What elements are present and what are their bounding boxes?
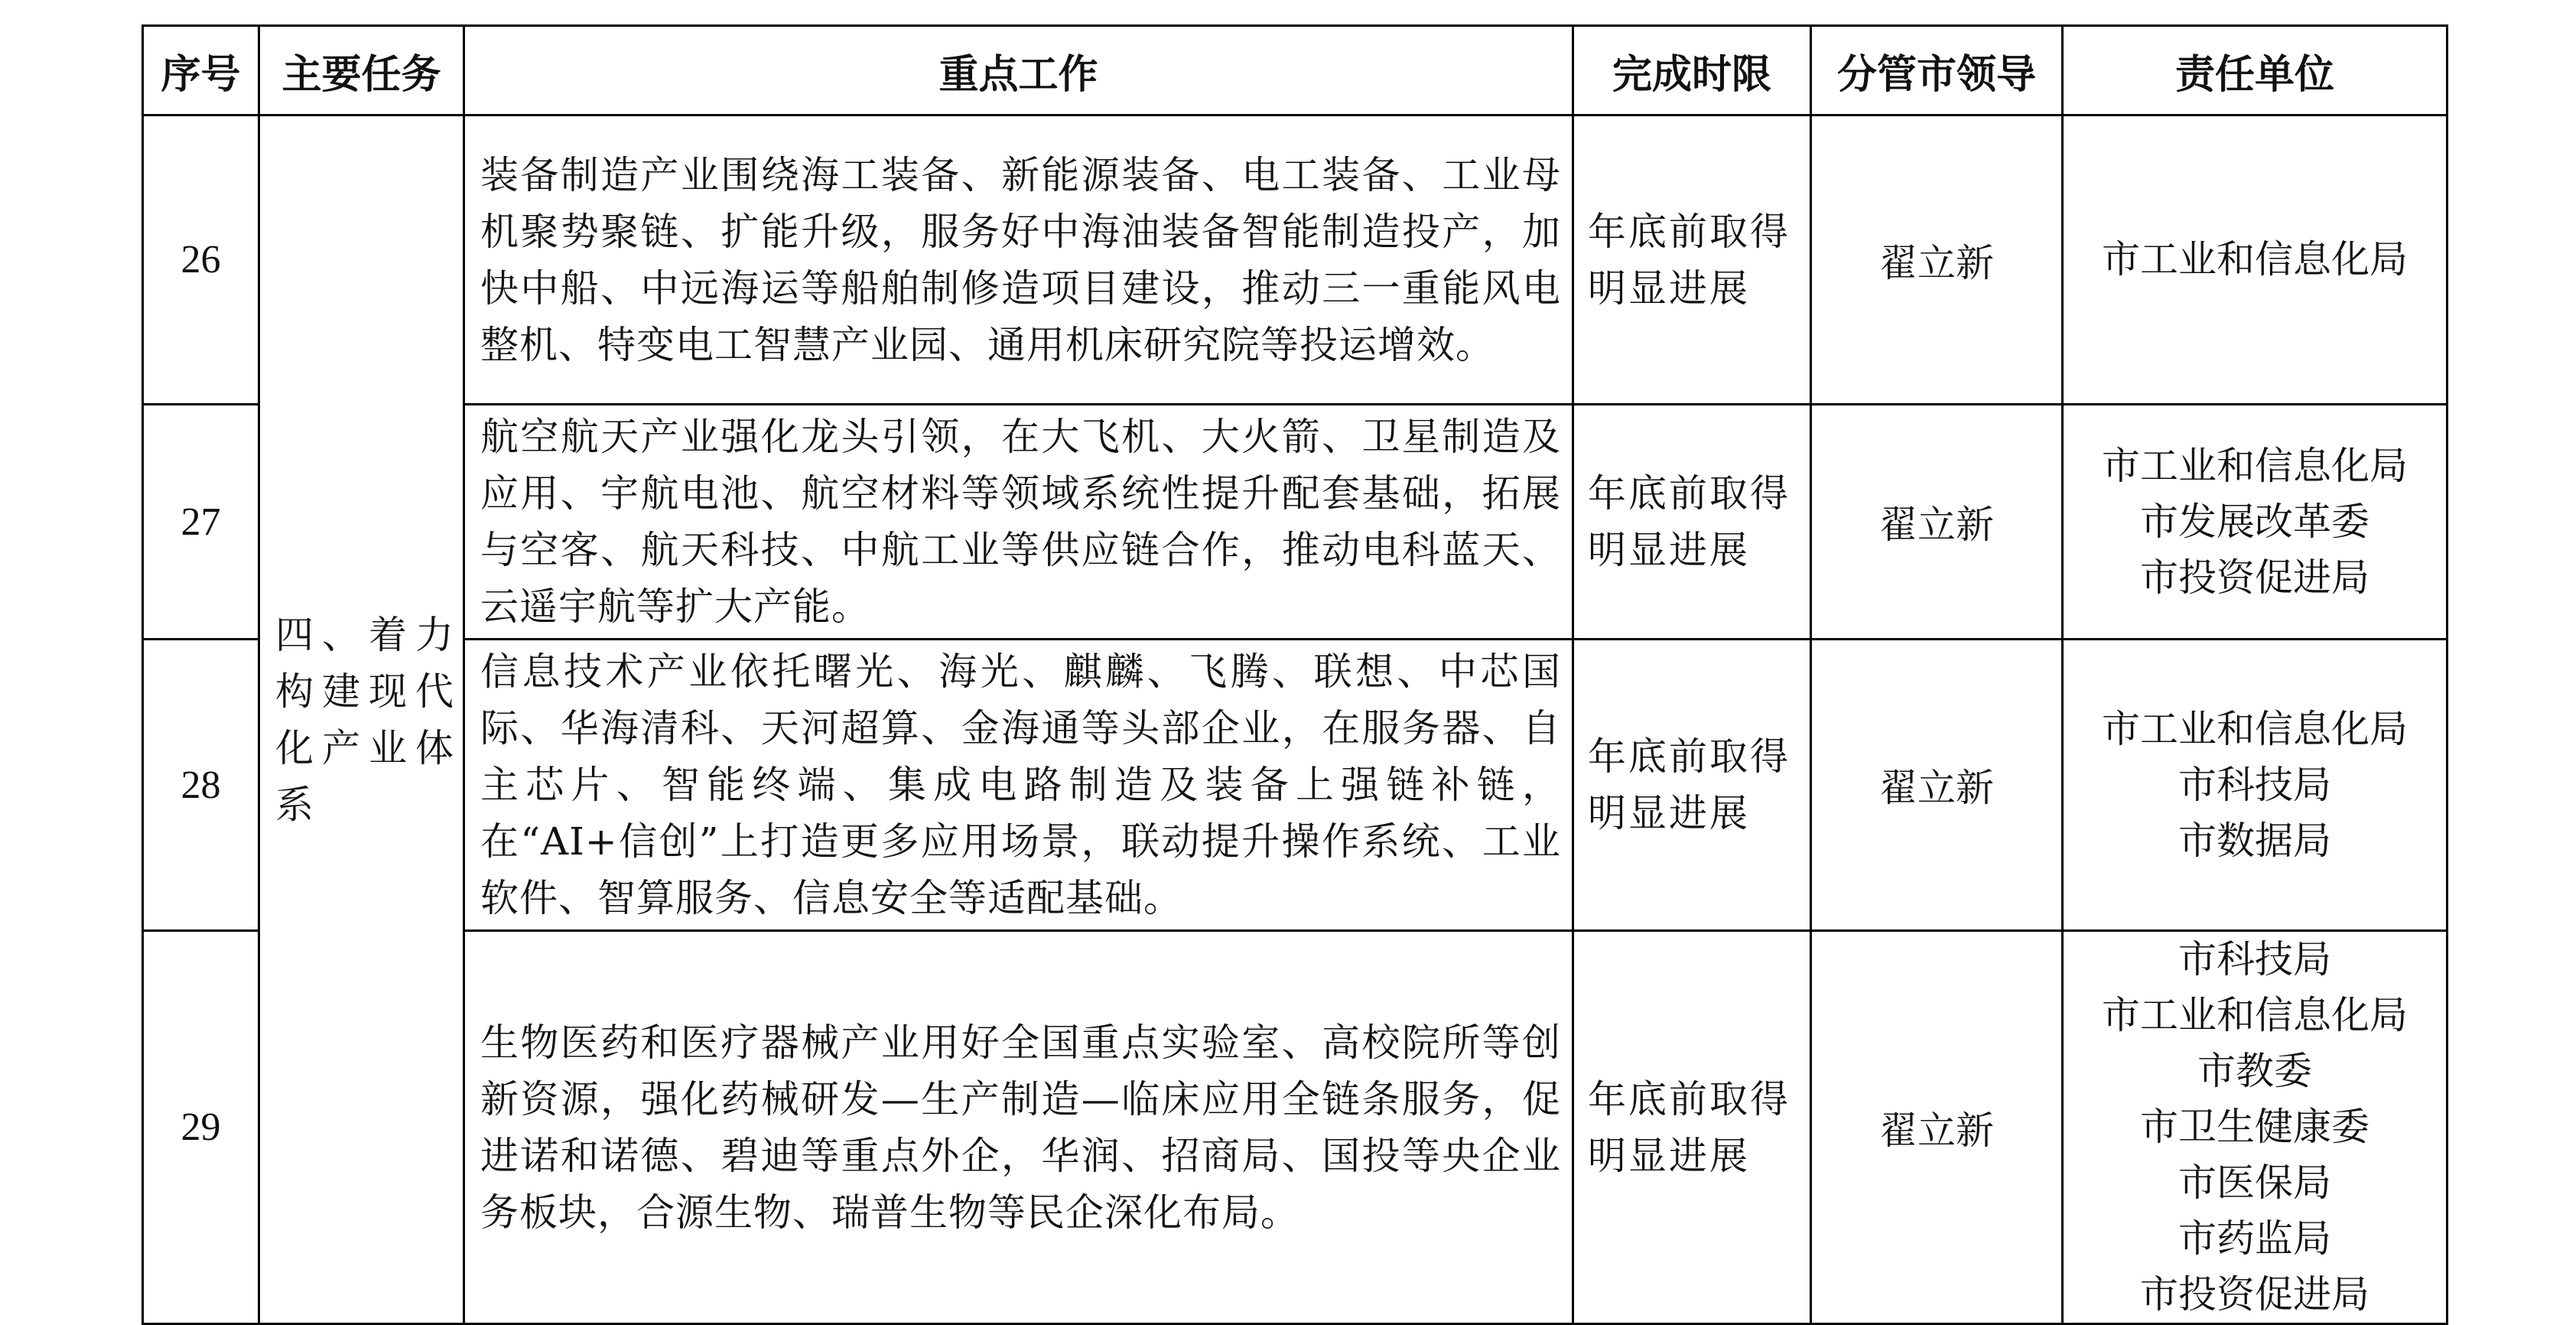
unit-name: 市科技局 (2178, 762, 2331, 807)
header-main-task: 主要任务 (259, 26, 464, 116)
responsible-unit-cell (2063, 931, 2448, 1324)
unit-name: 市数据局 (2178, 818, 2331, 863)
unit-name: 市教委 (2197, 1049, 2312, 1093)
row-number: 28 (143, 640, 259, 931)
table-row (143, 931, 2448, 1324)
unit-name: 市发展改革委 (2140, 499, 2369, 544)
unit-name: 市卫生健康委 (2140, 1105, 2369, 1149)
header-responsible-unit: 责任单位 (2063, 26, 2448, 116)
unit-name: 市工业和信息化局 (2102, 993, 2408, 1037)
row-number: 27 (143, 405, 259, 640)
table-row (143, 405, 2448, 640)
main-task-cell: 四、着力构建现代化产业体系 (259, 116, 464, 1324)
row-number: 26 (143, 116, 259, 405)
unit-name: 市工业和信息化局 (2102, 237, 2408, 282)
table-row (143, 116, 2448, 405)
leader-cell: 翟立新 (1811, 116, 2063, 405)
header-deadline: 完成时限 (1573, 26, 1811, 116)
header-key-work: 重点工作 (464, 26, 1573, 116)
leader-cell: 翟立新 (1811, 640, 2063, 931)
unit-name: 市科技局 (2178, 937, 2331, 982)
key-work-cell: 生物医药和医疗器械产业用好全国重点实验室、高校院所等创新资源，强化药械研发—生产制造—临床应用全链条服务，促进诺和诺德、碧迪等重点外企，华润、招商局、国投等央企业务板块，合源生物、瑞普生物等民企深化布局。 (464, 931, 1573, 1324)
key-work-cell: 装备制造产业围绕海工装备、新能源装备、电工装备、工业母机聚势聚链、扩能升级，服务好中海油装备智能制造投产，加快中船、中远海运等船舶制修造项目建设，推动三一重能风电整机、特变电工智慧产业园、通用机床研究院等投运增效。 (464, 116, 1573, 405)
unit-name: 市投资促进局 (2140, 555, 2369, 600)
header-leader: 分管市领导 (1811, 26, 2063, 116)
deadline-cell: 年底前取得明显进展 (1573, 116, 1811, 405)
leader-cell: 翟立新 (1811, 405, 2063, 640)
key-work-cell: 航空航天产业强化龙头引领，在大飞机、大火箭、卫星制造及应用、宇航电池、航空材料等领域系统性提升配套基础，拓展与空客、航天科技、中航工业等供应链合作，推动电科蓝天、云遥宇航等扩大产能。 (464, 405, 1573, 640)
unit-name: 市投资促进局 (2140, 1272, 2369, 1317)
task-table (141, 24, 2448, 1325)
header-number: 序号 (143, 26, 259, 116)
unit-name: 市医保局 (2178, 1161, 2331, 1205)
leader-cell: 翟立新 (1811, 931, 2063, 1324)
key-work-cell: 信息技术产业依托曙光、海光、麒麟、飞腾、联想、中芯国际、华海清科、天河超算、金海通等头部企业，在服务器、自主芯片、智能终端、集成电路制造及装备上强链补链，在“AI+信创”上打造更多应用场景，联动提升操作系统、工业软件、智算服务、信息安全等适配基础。 (464, 640, 1573, 931)
unit-name: 市工业和信息化局 (2102, 443, 2408, 488)
unit-name: 市药监局 (2178, 1216, 2331, 1261)
row-number: 29 (143, 931, 259, 1324)
responsible-unit-cell (2063, 405, 2448, 640)
responsible-unit-cell (2063, 640, 2448, 931)
deadline-cell: 年底前取得明显进展 (1573, 405, 1811, 640)
header-row (143, 26, 2448, 116)
deadline-cell: 年底前取得明显进展 (1573, 931, 1811, 1324)
unit-name: 市工业和信息化局 (2102, 706, 2408, 751)
responsible-unit-cell (2063, 116, 2448, 405)
deadline-cell: 年底前取得明显进展 (1573, 640, 1811, 931)
table-row (143, 640, 2448, 931)
